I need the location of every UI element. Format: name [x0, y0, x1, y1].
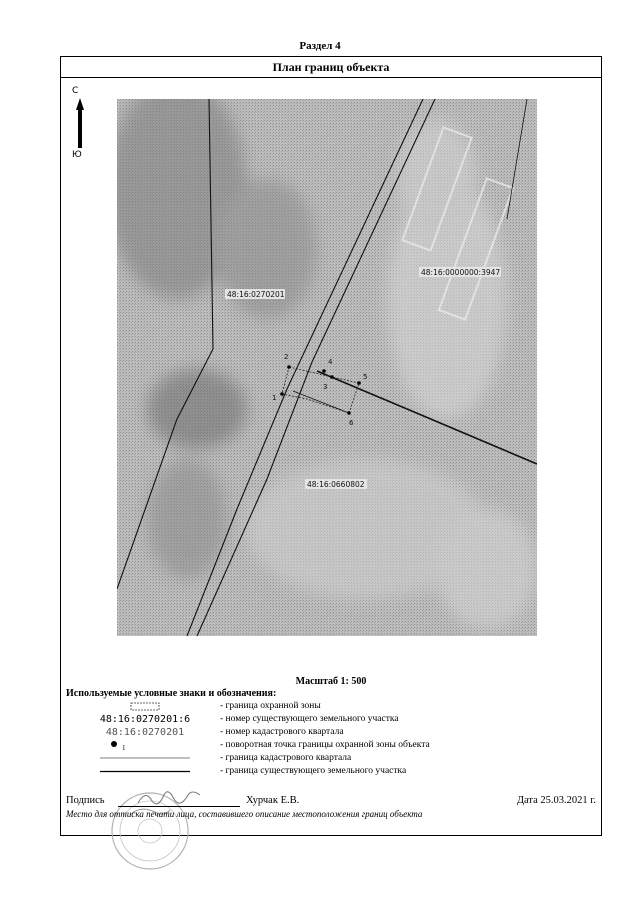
signature-date: Дата 25.03.2021 г. [516, 795, 596, 806]
map-scale: Масштаб 1: 500 [295, 676, 367, 687]
thick-line-icon [100, 770, 190, 773]
point-label: 1 [272, 394, 277, 402]
cadastral-map [117, 99, 537, 636]
legend-item-plot-boundary [70, 765, 590, 778]
section-title: Раздел 4 [299, 40, 341, 52]
legend-title: Используемые условные знаки и обозначения: [66, 688, 277, 699]
north-arrow-icon [70, 96, 90, 151]
legend-item-land-plot-number [70, 713, 590, 726]
legend-text: - граница существующего земельного участка [220, 766, 407, 776]
plan-title: План границ объекта [60, 56, 602, 78]
hatched-rect-icon [130, 702, 160, 711]
legend-text: - граница кадастрового квартала [220, 753, 352, 763]
thin-line-icon [100, 757, 190, 760]
compass-south-label: Ю [72, 150, 82, 160]
legend-text: - номер кадастрового квартала [220, 727, 344, 737]
legend-symbol: 48:16:0270201:6 [99, 714, 191, 725]
signature-row [66, 795, 596, 809]
signature-scribble-icon [136, 789, 206, 809]
signature-label: Подпись [66, 795, 105, 806]
point-label: 4 [328, 358, 333, 366]
legend-item-turning-point [70, 739, 590, 752]
plot-label-right: 48:16:0000000:3947 [421, 268, 501, 277]
signer-name: Хурчак Е.В. [246, 795, 300, 806]
compass [70, 86, 90, 166]
legend-item-zone-boundary [70, 700, 590, 713]
legend-text: - граница охранной зоны [220, 701, 321, 711]
compass-north-label: С [72, 86, 79, 96]
point-label: 3 [323, 383, 328, 391]
legend-item-quarter-number [70, 726, 590, 739]
plot-label-bottom: 48:16:0660802 [307, 480, 365, 489]
legend-item-quarter-boundary [70, 752, 590, 765]
legend-text: - поворотная точка границы охранной зоны объекта [220, 740, 430, 750]
point-label: 5 [363, 373, 368, 381]
point-label: 2 [284, 353, 289, 361]
stamp-note: Место для оттиска печати лица, составившего описание местоположения границ объекта [66, 809, 423, 819]
dot-icon [110, 740, 118, 748]
legend-symbol: 48:16:0270201 [105, 727, 185, 738]
point-label: 6 [349, 419, 354, 427]
plot-label-left: 48:16:0270201 [227, 290, 285, 299]
legend-text: - номер существующего земельного участка [220, 714, 399, 724]
legend-symbol: 1 [122, 744, 126, 752]
